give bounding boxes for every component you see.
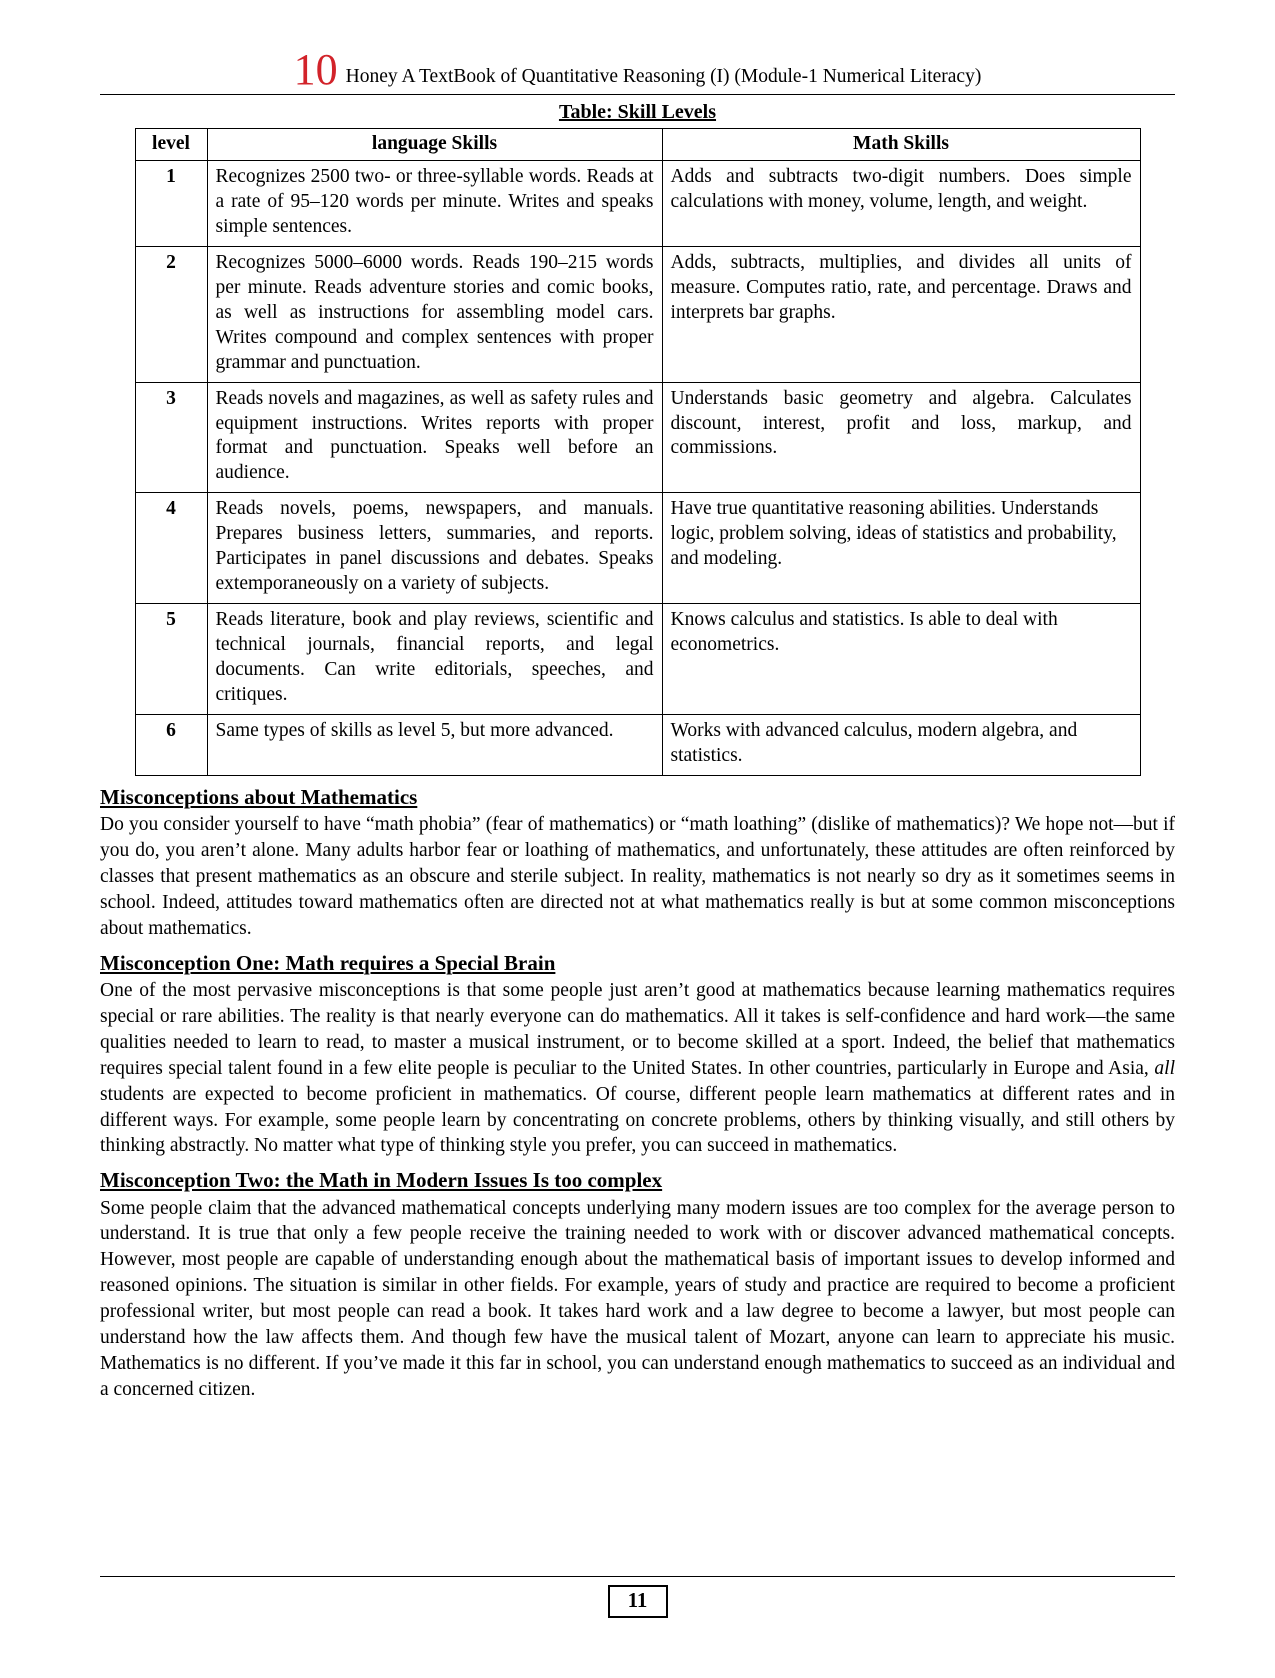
skill-levels-table	[135, 128, 1141, 776]
cell-language-skills: Recognizes 5000–6000 words. Reads 190–215 words per minute. Reads adventure stories and comic books, as well as instructions for assembling model cars. Writes compound and complex sentences with proper grammar and punctuation.	[207, 246, 662, 382]
page-footer	[100, 1576, 1175, 1618]
header-divider	[100, 94, 1175, 95]
column-header-level: level	[135, 129, 207, 161]
cell-level: 1	[135, 160, 207, 246]
cell-math-skills: Adds, subtracts, multiplies, and divides all units of measure. Computes ratio, rate, and percentage. Draws and interprets bar graphs.	[662, 246, 1140, 382]
table-caption: Table: Skill Levels	[558, 101, 717, 123]
cell-language-skills: Same types of skills as level 5, but more advanced.	[207, 715, 662, 776]
document-page	[0, 28, 1275, 1678]
section-paragraph-misconceptions: Do you consider yourself to have “math phobia” (fear of mathematics) or “math loathing” (dislike of mathematics)? We hope not—but if you do, you aren’t alone. Many adults harbor fear or loathing of mathematics, and unfortunately, these attitudes are often reinforced by classes that present mathematics as an obscure and sterile subject. In reality, mathematics is not nearly so dry as it sometimes seems in school. Indeed, attitudes toward mathematics often are directed not at what mathematics really is but at some common misconceptions about mathematics.	[100, 814, 1175, 939]
paragraph-text-part-2: students are expected to become proficient in mathematics. Of course, different people learn mathematics at different rates and in different ways. For example, some people learn by concentrating on concrete problems, others by thinking visually, and still others by thinking abstractly. No matter what type of thinking style you prefer, you can succeed in mathematics.	[100, 1083, 1175, 1157]
cell-language-skills: Recognizes 2500 two- or three-syllable words. Reads at a rate of 95–120 words per minute. Writes and speaks simple sentences.	[207, 160, 662, 246]
cell-level: 4	[135, 493, 207, 604]
cell-math-skills: Adds and subtracts two-digit numbers. Does simple calculations with money, volume, length, and weight.	[662, 160, 1140, 246]
footer-page-number: 11	[608, 1585, 668, 1618]
cell-language-skills: Reads novels and magazines, as well as safety rules and equipment instructions. Writes reports with proper format and punctuation. Speaks well before an audience.	[207, 382, 662, 493]
paragraph-text-part-1: One of the most pervasive misconceptions is that some people just aren’t good at mathematics because learning mathematics requires special or rare abilities. The reality is that nearly everyone can do mathematics. All it takes is self-confidence and hard work—the same qualities needed to learn to read, to master a musical instrument, or to become skilled at a sport. Indeed, the belief that mathematics requires special talent found in a few elite people is peculiar to the United States. In other countries, particularly in Europe and Asia,	[100, 979, 1175, 1079]
column-header-language-skills: language Skills	[207, 129, 662, 161]
table-row	[135, 246, 1140, 382]
table-row	[135, 604, 1140, 715]
table-row	[135, 382, 1140, 493]
section-paragraph-misconception-one	[100, 978, 1175, 1159]
cell-level: 6	[135, 715, 207, 776]
cell-math-skills: Understands basic geometry and algebra. Calculates discount, interest, profit and loss, markup, and commissions.	[662, 382, 1140, 493]
section-paragraph-misconception-two: Some people claim that the advanced mathematical concepts underlying many modern issues are too complex for the average person to understand. It is true that only a few people receive the training needed to work with or discover advanced mathematical concepts. However, most people are capable of understanding enough about the mathematical basis of important issues to develop informed and reasoned opinions. The situation is similar in other fields. For example, years of study and practice are required to become a proficient professional writer, but most people can read a book. It takes hard work and a law degree to become a lawyer, but most people can understand how the law affects them. And though few have the musical talent of Mozart, anyone can learn to appreciate his music. Mathematics is no different. If you’ve made it this far in school, you can understand enough mathematics to succeed as an individual and a concerned citizen.	[100, 1197, 1175, 1400]
section-heading-misconception-one: Misconception One: Math requires a Special Brain	[100, 950, 556, 975]
table-header-row	[135, 129, 1140, 161]
footer-divider	[100, 1576, 1175, 1577]
cell-language-skills: Reads novels, poems, newspapers, and manuals. Prepares business letters, summaries, and reports. Participates in panel discussions and debates. Speaks extemporaneously on a variety of subjects.	[207, 493, 662, 604]
document-body	[100, 785, 1175, 1403]
cell-language-skills: Reads literature, book and play reviews, scientific and technical journals, financial reports, and legal documents. Can write editorials, speeches, and critiques.	[207, 604, 662, 715]
cell-math-skills: Works with advanced calculus, modern algebra, and statistics.	[662, 715, 1140, 776]
column-header-math-skills: Math Skills	[662, 129, 1140, 161]
section-heading-misconceptions: Misconceptions about Mathematics	[100, 784, 418, 809]
page-header	[100, 28, 1175, 94]
paragraph-emphasis-all: all	[1154, 1057, 1175, 1079]
table-row	[135, 160, 1140, 246]
cell-math-skills: Knows calculus and statistics. Is able to deal with econometrics.	[662, 604, 1140, 715]
header-title: Honey A TextBook of Quantitative Reasoning (I) (Module-1 Numerical Literacy)	[345, 66, 982, 87]
header-page-number: 10	[293, 45, 338, 94]
cell-level: 5	[135, 604, 207, 715]
cell-level: 2	[135, 246, 207, 382]
cell-level: 3	[135, 382, 207, 493]
table-row	[135, 493, 1140, 604]
cell-math-skills: Have true quantitative reasoning abilities. Understands logic, problem solving, ideas of statistics and probability, and modeling.	[662, 493, 1140, 604]
table-row	[135, 715, 1140, 776]
section-heading-misconception-two: Misconception Two: the Math in Modern Issues Is too complex	[100, 1168, 663, 1193]
